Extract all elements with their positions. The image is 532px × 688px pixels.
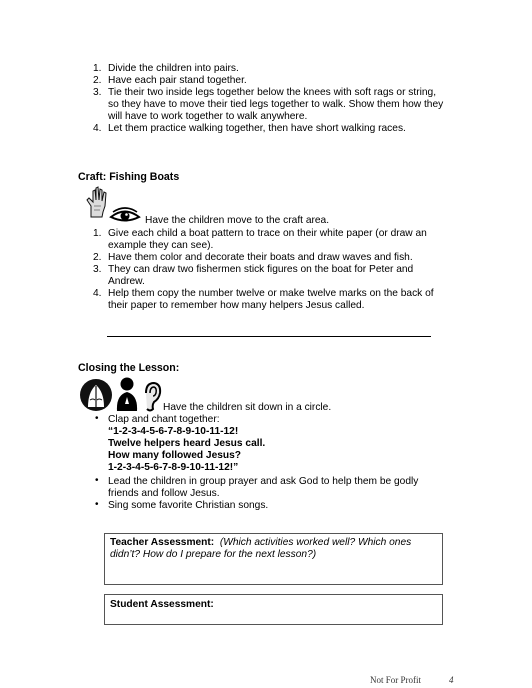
page-number: 4 [449, 675, 454, 685]
bullet-mark: • [95, 475, 99, 486]
list-number: 2. [93, 252, 102, 263]
list-item: Lead the children in group prayer and ask God to help them be godly [108, 476, 419, 487]
list-item-continued: so they have to move their tied legs together to walk. Show them how they [108, 99, 444, 110]
praying-hands-icon [78, 378, 114, 417]
list-item: Tie their two inside legs together below the knees with soft rags or string, [108, 87, 437, 98]
ear-icon [142, 382, 162, 417]
bullet-mark: • [95, 413, 99, 424]
list-item-continued: example they can see). [108, 240, 214, 251]
student-assessment-box [104, 594, 443, 625]
list-item-continued: friends and follow Jesus. [108, 488, 220, 499]
list-number: 1. [93, 63, 102, 74]
list-number: 2. [93, 75, 102, 86]
list-item-continued: Andrew. [108, 276, 145, 287]
closing-heading: Closing the Lesson: [78, 362, 180, 374]
chant-line: 1-2-3-4-5-6-7-8-9-10-11-12!” [108, 462, 239, 473]
list-item: Have each pair stand together. [108, 75, 247, 86]
hand-icon [86, 186, 108, 223]
closing-intro: Have the children sit down in a circle. [163, 402, 332, 413]
list-item: Divide the children into pairs. [108, 63, 239, 74]
list-item: Help them copy the number twelve or make twelve marks on the back of [108, 288, 434, 299]
section-divider [107, 336, 431, 337]
list-item: They can draw two fishermen stick figures on the boat for Peter and [108, 264, 414, 275]
list-item: Sing some favorite Christian songs. [108, 500, 269, 511]
list-item: Have them color and decorate their boats and draw waves and fish. [108, 252, 413, 263]
chant-line: How many followed Jesus? [108, 450, 242, 461]
craft-heading: Craft: Fishing Boats [78, 171, 180, 183]
child-praying-icon [114, 376, 140, 417]
teacher-assessment-text [110, 537, 411, 561]
list-item-continued: will have to work together to walk anywhere. [108, 111, 308, 122]
craft-intro: Have the children move to the craft area. [145, 215, 330, 226]
list-number: 3. [93, 264, 102, 275]
list-number: 4. [93, 123, 102, 134]
teacher-assessment-prompt: (Which activities worked well? Which ones [219, 537, 412, 548]
chant-line: Twelve helpers heard Jesus call. [108, 438, 266, 449]
list-item: Give each child a boat pattern to trace on their white paper (or draw an [108, 228, 427, 239]
teacher-assessment-prompt-continued: didn’t? How do I prepare for the next lesson?) [110, 549, 317, 560]
list-number: 3. [93, 87, 102, 98]
footer-text: Not For Profit [370, 675, 422, 685]
teacher-assessment-box [104, 533, 443, 585]
bullet-mark: • [95, 499, 99, 510]
list-item: Clap and chant together: [108, 414, 220, 425]
teacher-assessment-label: Teacher Assessment: [110, 537, 215, 548]
eye-icon [109, 207, 141, 228]
chant-line: “1-2-3-4-5-6-7-8-9-10-11-12! [108, 426, 239, 437]
list-item-continued: their paper to remember how many helpers Jesus called. [108, 300, 365, 311]
student-assessment-label: Student Assessment: [110, 599, 214, 610]
list-number: 4. [93, 288, 102, 299]
list-number: 1. [93, 228, 102, 239]
list-item: Let them practice walking together, then have short walking races. [108, 123, 406, 134]
